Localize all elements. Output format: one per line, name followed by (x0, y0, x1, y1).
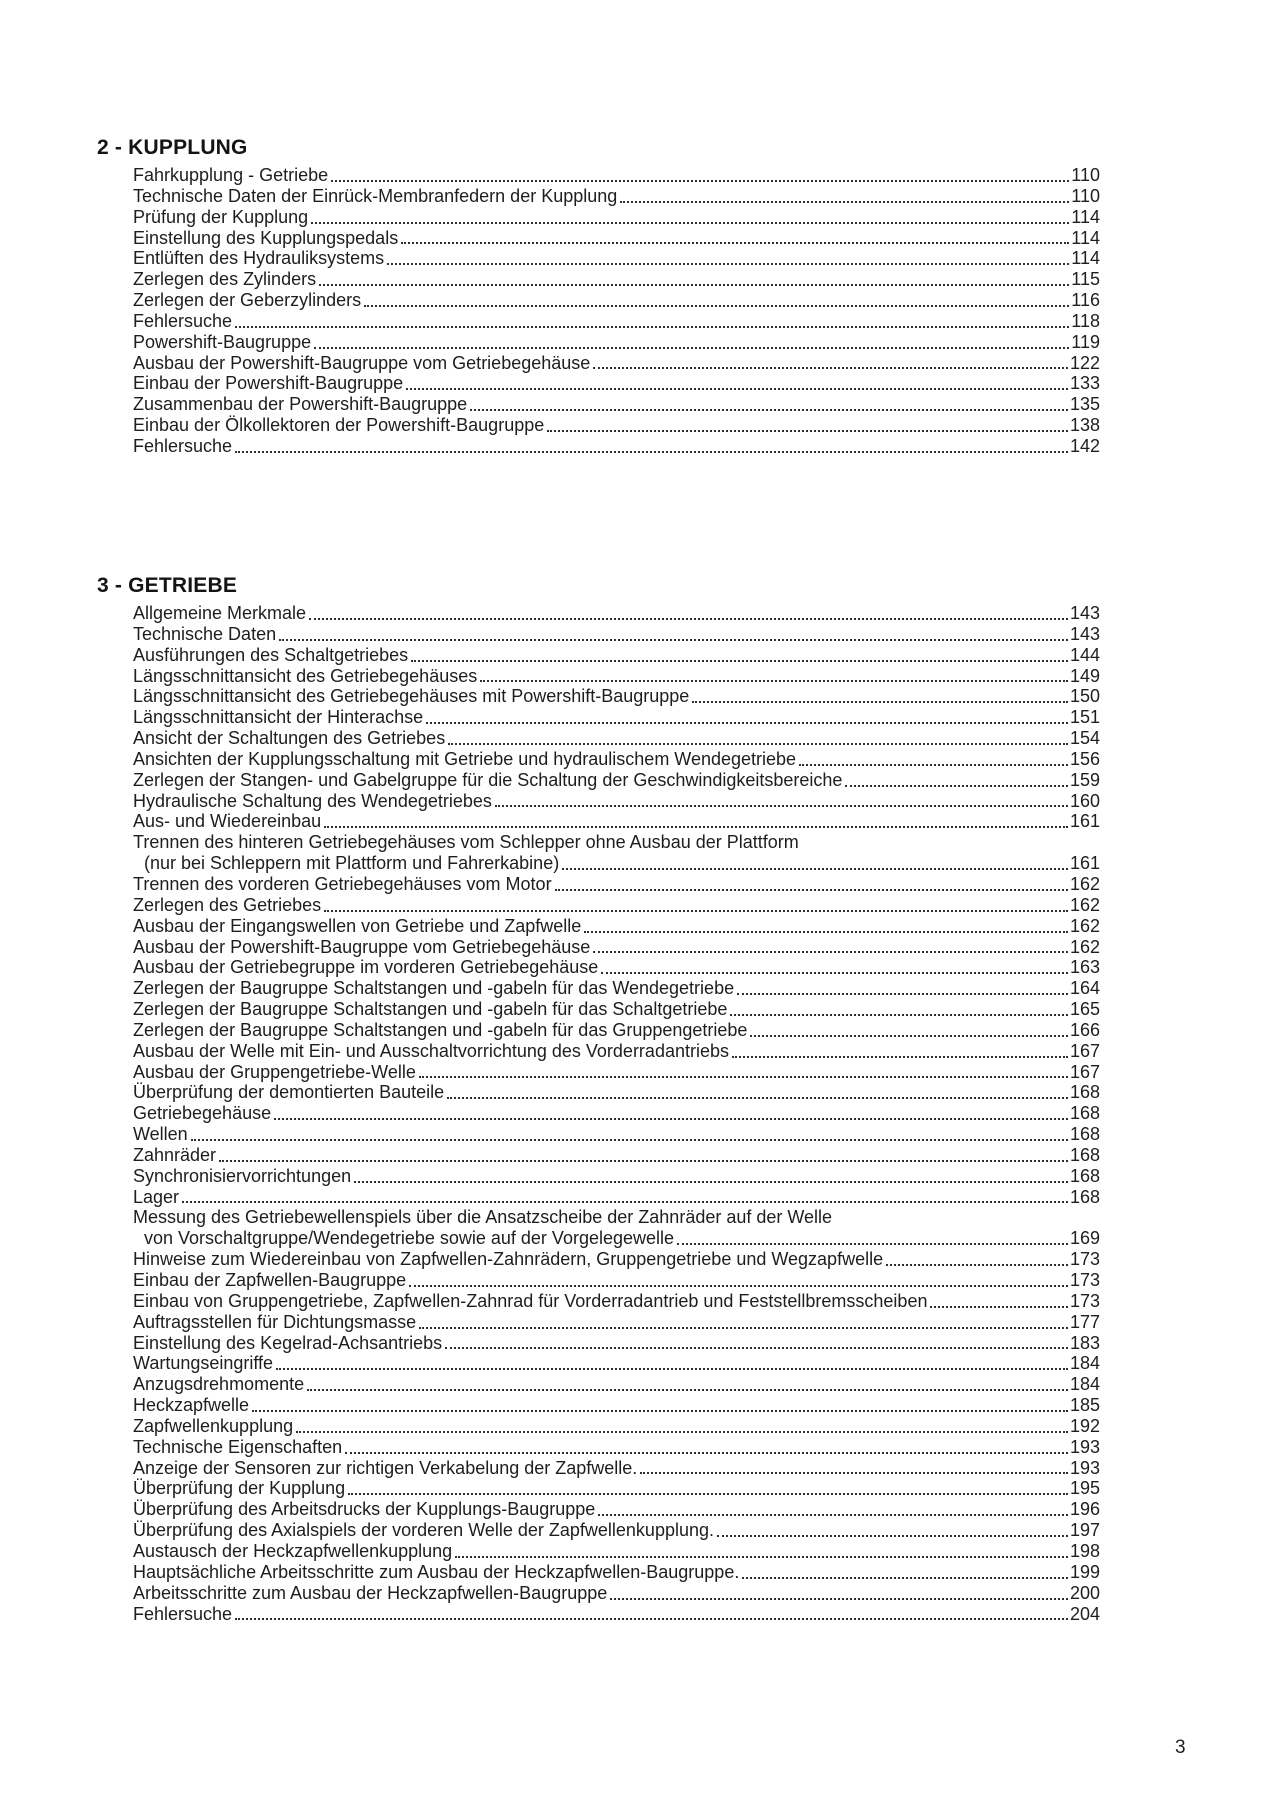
dot-leader (640, 1472, 1068, 1474)
toc-entry (133, 1562, 1100, 1583)
entry-title: Heckzapfwelle (133, 1395, 250, 1416)
entry-page-number: 162 (1069, 873, 1100, 894)
entry-page-number: 193 (1069, 1436, 1100, 1457)
toc-entry (133, 1020, 1100, 1041)
dot-leader (235, 1618, 1068, 1620)
toc-entry (133, 1312, 1100, 1333)
entry-page-number: 184 (1069, 1374, 1100, 1395)
entry-page-number: 138 (1069, 415, 1100, 436)
entry-title: Einbau von Gruppengetriebe, Zapfwellen-Zahnrad für Vorderradantrieb und Feststellbremsscheiben (133, 1290, 928, 1311)
dot-leader (296, 1431, 1068, 1433)
dot-leader (555, 889, 1068, 891)
section-heading: 3 - GETRIEBE (97, 574, 238, 597)
dot-leader (930, 1306, 1067, 1308)
dot-leader (448, 743, 1068, 745)
dot-leader (750, 1035, 1068, 1037)
entry-title: Auftragsstellen für Dichtungsmasse (133, 1311, 417, 1332)
entry-title: Wellen (133, 1124, 188, 1145)
entry-title: Arbeitsschritte zum Ausbau der Heckzapfwellen-Baugruppe (133, 1582, 608, 1603)
entry-page-number: 200 (1069, 1582, 1100, 1603)
entry-page-number: 135 (1069, 394, 1100, 415)
dot-leader (445, 1347, 1068, 1349)
toc-entry (133, 666, 1100, 687)
entry-title: Anzeige der Sensoren zur richtigen Verkabelung der Zapfwelle. (133, 1457, 638, 1478)
entry-title: Hydraulische Schaltung des Wendegetriebes (133, 790, 492, 811)
entry-page-number: 161 (1069, 853, 1100, 874)
dot-leader (331, 180, 1069, 182)
dot-leader (620, 201, 1069, 203)
entry-title: Powershift-Baugruppe (133, 331, 312, 352)
entry-title: Einstellung des Kegelrad-Achsantriebs (133, 1332, 443, 1353)
dot-leader (401, 242, 1069, 244)
toc-entry (133, 1541, 1100, 1562)
toc-entry (133, 394, 1100, 415)
toc-entry (133, 707, 1100, 728)
toc-entry (133, 603, 1100, 624)
entry-title: Ausbau der Powershift-Baugruppe vom Getriebegehäuse (133, 936, 591, 957)
dot-leader (364, 305, 1069, 307)
dot-leader (742, 1577, 1068, 1579)
entry-page-number: 114 (1071, 206, 1100, 227)
dot-leader (886, 1264, 1068, 1266)
dot-leader (547, 430, 1068, 432)
entry-title: Zerlegen der Baugruppe Schaltstangen und -gabeln für das Gruppengetriebe (133, 1019, 748, 1040)
entry-title: Zusammenbau der Powershift-Baugruppe (133, 394, 468, 415)
entry-title: Zerlegen des Zylinders (133, 269, 317, 290)
dot-leader (593, 367, 1068, 369)
dot-leader (274, 1118, 1068, 1120)
entry-title: Austausch der Heckzapfwellenkupplung (133, 1540, 453, 1561)
dot-leader (730, 1014, 1068, 1016)
entry-title: Überprüfung der Kupplung (133, 1478, 346, 1499)
toc-entry (133, 1583, 1100, 1604)
dot-leader (411, 660, 1068, 662)
toc-entry (133, 937, 1100, 958)
toc-entry (133, 1395, 1100, 1416)
dot-leader (314, 347, 1069, 349)
toc-entry (133, 311, 1100, 332)
entry-title: Aus- und Wiedereinbau (133, 811, 322, 832)
entry-title: Ausbau der Welle mit Ein- und Ausschaltvorrichtung des Vorderradantriebs (133, 1040, 729, 1061)
entry-title: Lager (133, 1186, 180, 1207)
entry-title: Fehlersuche (133, 1603, 233, 1624)
entry-page-number: 204 (1069, 1603, 1100, 1624)
entry-page-number: 167 (1069, 1040, 1100, 1061)
dot-leader (276, 1368, 1068, 1370)
toc-entry (133, 1353, 1100, 1374)
entry-page-number: 142 (1069, 435, 1100, 456)
footer-page-number: 3 (1175, 1737, 1186, 1758)
entry-page-number: 143 (1069, 603, 1100, 623)
dot-leader (717, 1535, 1068, 1537)
toc-entry (133, 1082, 1100, 1103)
toc-entry (133, 1166, 1100, 1187)
dot-leader (562, 868, 1068, 870)
entry-page-number: 110 (1071, 185, 1100, 206)
toc-entry (133, 1333, 1100, 1354)
toc-entry (133, 1103, 1100, 1124)
entry-page-number: 197 (1069, 1520, 1100, 1541)
section-heading: 2 - KUPPLUNG (97, 136, 248, 159)
dot-leader (219, 1160, 1068, 1162)
toc-entry (133, 1604, 1100, 1625)
toc-entry (133, 436, 1100, 457)
entry-page-number: 165 (1069, 999, 1100, 1020)
dot-leader (311, 222, 1069, 224)
entry-title: Fahrkupplung - Getriebe (133, 165, 329, 185)
toc-entry (133, 770, 1100, 791)
dot-leader (324, 910, 1068, 912)
toc-entry (133, 749, 1100, 770)
toc-entry (133, 957, 1100, 978)
entry-title: Ansichten der Kupplungsschaltung mit Getriebe und hydraulischem Wendegetriebe (133, 748, 797, 769)
entry-title: Synchronisiervorrichtungen (133, 1165, 352, 1186)
entry-page-number: 118 (1071, 310, 1100, 331)
entry-page-number: 168 (1069, 1103, 1100, 1124)
toc-entry (133, 332, 1100, 353)
dot-leader (732, 1056, 1068, 1058)
entry-page-number: 168 (1069, 1124, 1100, 1145)
toc-entry (133, 1499, 1100, 1520)
dot-leader (235, 451, 1068, 453)
entry-page-number: 144 (1069, 644, 1100, 665)
toc-entry (133, 1478, 1100, 1499)
dot-leader (279, 639, 1068, 641)
toc-entry (133, 811, 1100, 832)
toc-entry (133, 999, 1100, 1020)
entry-title: Zahnräder (133, 1144, 217, 1165)
toc-entry (133, 916, 1100, 937)
dot-leader (598, 1514, 1068, 1516)
entry-page-number: 162 (1069, 894, 1100, 915)
entry-page-number: 163 (1069, 957, 1100, 978)
toc-entry (133, 1270, 1100, 1291)
toc-entry (133, 853, 1100, 874)
toc-entry (133, 645, 1100, 666)
toc-entry (133, 373, 1100, 394)
entry-page-number: 185 (1069, 1395, 1100, 1416)
toc-section-kupplung (97, 136, 1100, 457)
entry-page-number: 114 (1071, 227, 1100, 248)
entry-page-number: 195 (1069, 1478, 1100, 1499)
entry-page-number: 193 (1069, 1457, 1100, 1478)
toc-entry (133, 1416, 1100, 1437)
entry-title: Trennen des vorderen Getriebegehäuses vom Motor (133, 873, 552, 894)
toc-entry (133, 207, 1100, 228)
entry-title: Zerlegen der Baugruppe Schaltstangen und -gabeln für das Wendegetriebe (133, 978, 735, 999)
dot-leader (309, 618, 1068, 620)
toc-entry (133, 1145, 1100, 1166)
entry-page-number: 173 (1069, 1249, 1100, 1270)
entry-page-number: 159 (1069, 769, 1100, 790)
entry-page-number: 160 (1069, 790, 1100, 811)
entry-page-number: 114 (1071, 248, 1100, 269)
toc-entry (133, 791, 1100, 812)
entry-title: Überprüfung des Axialspiels der vorderen Welle der Zapfwellenkupplung. (133, 1520, 715, 1541)
entry-title: Einstellung des Kupplungspedals (133, 227, 399, 248)
entry-title: Hauptsächliche Arbeitsschritte zum Ausbau der Heckzapfwellen-Baugruppe. (133, 1561, 740, 1582)
entry-page-number: 149 (1069, 665, 1100, 686)
dot-leader (419, 1327, 1068, 1329)
entry-title: Längsschnittansicht des Getriebegehäuses (133, 665, 478, 686)
entry-title: Getriebegehäuse (133, 1103, 272, 1124)
entry-title: Wartungseingriffe (133, 1353, 274, 1374)
toc-entry (133, 1041, 1100, 1062)
entry-page-number: 184 (1069, 1353, 1100, 1374)
entry-page-number: 177 (1069, 1311, 1100, 1332)
toc-section-getriebe (97, 574, 1100, 1624)
entry-page-number: 168 (1069, 1165, 1100, 1186)
toc-entry (133, 1228, 1100, 1249)
toc-entry (133, 895, 1100, 916)
dot-leader (348, 1493, 1068, 1495)
dot-leader (426, 722, 1068, 724)
dot-leader (419, 1076, 1068, 1078)
dot-leader (737, 993, 1068, 995)
entry-page-number: 162 (1069, 936, 1100, 957)
entry-page-number: 166 (1069, 1019, 1100, 1040)
toc-entry (133, 832, 1100, 853)
entry-page-number: 173 (1069, 1270, 1100, 1290)
entry-title: (nur bei Schleppern mit Plattform und Fahrerkabine) (144, 853, 560, 874)
toc-entry (133, 1520, 1100, 1541)
toc-entry (133, 1124, 1100, 1145)
dot-leader (324, 826, 1068, 828)
toc-entry (133, 228, 1100, 249)
toc-entry (133, 165, 1100, 186)
entry-title: Ausbau der Eingangswellen von Getriebe und Zapfwelle (133, 915, 582, 936)
entry-title: Trennen des hinteren Getriebegehäuses vom Schlepper ohne Ausbau der Plattform (133, 832, 799, 853)
toc-entry (133, 353, 1100, 374)
entry-page-number: 196 (1069, 1499, 1100, 1520)
toc-entry (133, 415, 1100, 436)
entry-title: Ausbau der Gruppengetriebe-Welle (133, 1061, 416, 1082)
entry-page-number: 167 (1069, 1061, 1100, 1082)
toc-entry (133, 269, 1100, 290)
entry-title: Allgemeine Merkmale (133, 603, 307, 623)
toc-entry (133, 248, 1100, 269)
entry-title: Technische Eigenschaften (133, 1436, 343, 1457)
entry-page-number: 164 (1069, 978, 1100, 999)
dot-leader (307, 1389, 1068, 1391)
toc-entry (133, 1437, 1100, 1458)
dot-leader (455, 1556, 1068, 1558)
dot-leader (447, 1097, 1068, 1099)
entry-title: Längsschnittansicht der Hinterachse (133, 707, 424, 728)
entry-title: Anzugsdrehmomente (133, 1374, 305, 1395)
entry-title: Ausbau der Powershift-Baugruppe vom Getriebegehäuse (133, 352, 591, 373)
entry-title: Zerlegen der Baugruppe Schaltstangen und -gabeln für das Schaltgetriebe (133, 999, 728, 1020)
toc-entry (133, 1187, 1100, 1208)
entry-title: Technische Daten (133, 623, 277, 644)
toc-entry (133, 728, 1100, 749)
toc-entries (97, 603, 1100, 1624)
entry-title: Einbau der Zapfwellen-Baugruppe (133, 1270, 407, 1290)
dot-leader (387, 263, 1069, 265)
entry-page-number: 119 (1071, 331, 1100, 352)
entry-page-number: 168 (1069, 1082, 1100, 1103)
dot-leader (345, 1452, 1068, 1454)
entry-title: Fehlersuche (133, 310, 233, 331)
toc-entry (133, 1291, 1100, 1312)
toc-entry (133, 1207, 1100, 1228)
dot-leader (406, 388, 1068, 390)
entry-page-number: 173 (1069, 1290, 1100, 1311)
entry-title: Zerlegen der Geberzylinders (133, 290, 362, 311)
entry-page-number: 122 (1069, 352, 1100, 373)
dot-leader (252, 1410, 1068, 1412)
dot-leader (470, 409, 1068, 411)
dot-leader (235, 326, 1069, 328)
entry-page-number: 150 (1069, 686, 1100, 707)
entry-title: Überprüfung des Arbeitsdrucks der Kupplungs-Baugruppe (133, 1499, 596, 1520)
entry-page-number: 110 (1071, 165, 1100, 185)
dot-leader (799, 764, 1068, 766)
dot-leader (480, 680, 1068, 682)
toc-entries (97, 165, 1100, 457)
entry-title: Hinweise zum Wiedereinbau von Zapfwellen-Zahnrädern, Gruppengetriebe und Wegzapfwelle (133, 1249, 884, 1270)
entry-page-number: 169 (1069, 1228, 1100, 1249)
toc-entry (133, 1062, 1100, 1083)
toc-entry (133, 624, 1100, 645)
entry-title: Einbau der Powershift-Baugruppe (133, 373, 404, 394)
dot-leader (677, 1243, 1068, 1245)
entry-page-number: 162 (1069, 915, 1100, 936)
dot-leader (593, 951, 1068, 953)
entry-page-number: 154 (1069, 728, 1100, 749)
toc-entry (133, 1249, 1100, 1270)
entry-title: Ansicht der Schaltungen des Getriebes (133, 728, 446, 749)
entry-page-number: 192 (1069, 1415, 1100, 1436)
entry-title: Fehlersuche (133, 435, 233, 456)
entry-page-number: 115 (1071, 269, 1100, 290)
entry-title: Technische Daten der Einrück-Membranfedern der Kupplung (133, 185, 618, 206)
toc-entry (133, 874, 1100, 895)
toc-entry (133, 1374, 1100, 1395)
dot-leader (610, 1598, 1068, 1600)
dot-leader (584, 931, 1068, 933)
entry-title: Messung des Getriebewellenspiels über die Ansatzscheibe der Zahnräder auf der Welle (133, 1207, 833, 1228)
toc-entry (133, 1458, 1100, 1479)
entry-page-number: 183 (1069, 1332, 1100, 1353)
entry-page-number: 198 (1069, 1540, 1100, 1561)
entry-title: Überprüfung der demontierten Bauteile (133, 1082, 445, 1103)
entry-title: Entlüften des Hydrauliksystems (133, 248, 385, 269)
entry-page-number: 143 (1069, 623, 1100, 644)
entry-title: Einbau der Ölkollektoren der Powershift-Baugruppe (133, 415, 545, 436)
entry-page-number: 133 (1069, 373, 1100, 394)
entry-title: Zapfwellenkupplung (133, 1415, 294, 1436)
dot-leader (601, 972, 1068, 974)
entry-page-number: 161 (1069, 811, 1100, 832)
entry-title: Längsschnittansicht des Getriebegehäuses mit Powershift-Baugruppe (133, 686, 690, 707)
dot-leader (495, 805, 1068, 807)
dot-leader (182, 1201, 1068, 1203)
toc-entry (133, 290, 1100, 311)
entry-page-number: 156 (1069, 748, 1100, 769)
toc-entry (133, 186, 1100, 207)
entry-title: Zerlegen des Getriebes (133, 894, 322, 915)
dot-leader (319, 284, 1069, 286)
entry-title: von Vorschaltgruppe/Wendegetriebe sowie auf der Vorgelegewelle (144, 1228, 675, 1249)
entry-page-number: 168 (1069, 1144, 1100, 1165)
entry-page-number: 199 (1069, 1561, 1100, 1582)
entry-title: Ausbau der Getriebegruppe im vorderen Getriebegehäuse (133, 957, 599, 978)
toc-entry (133, 978, 1100, 999)
entry-page-number: 116 (1071, 290, 1100, 311)
dot-leader (409, 1285, 1068, 1287)
entry-title: Ausführungen des Schaltgetriebes (133, 644, 409, 665)
toc-entry (133, 686, 1100, 707)
dot-leader (354, 1181, 1068, 1183)
entry-title: Zerlegen der Stangen- und Gabelgruppe für die Schaltung der Geschwindigkeitsbereiche (133, 769, 843, 790)
dot-leader (692, 701, 1068, 703)
entry-page-number: 151 (1069, 707, 1100, 728)
entry-page-number: 168 (1069, 1186, 1100, 1207)
dot-leader (845, 785, 1068, 787)
dot-leader (191, 1139, 1068, 1141)
entry-title: Prüfung der Kupplung (133, 206, 309, 227)
